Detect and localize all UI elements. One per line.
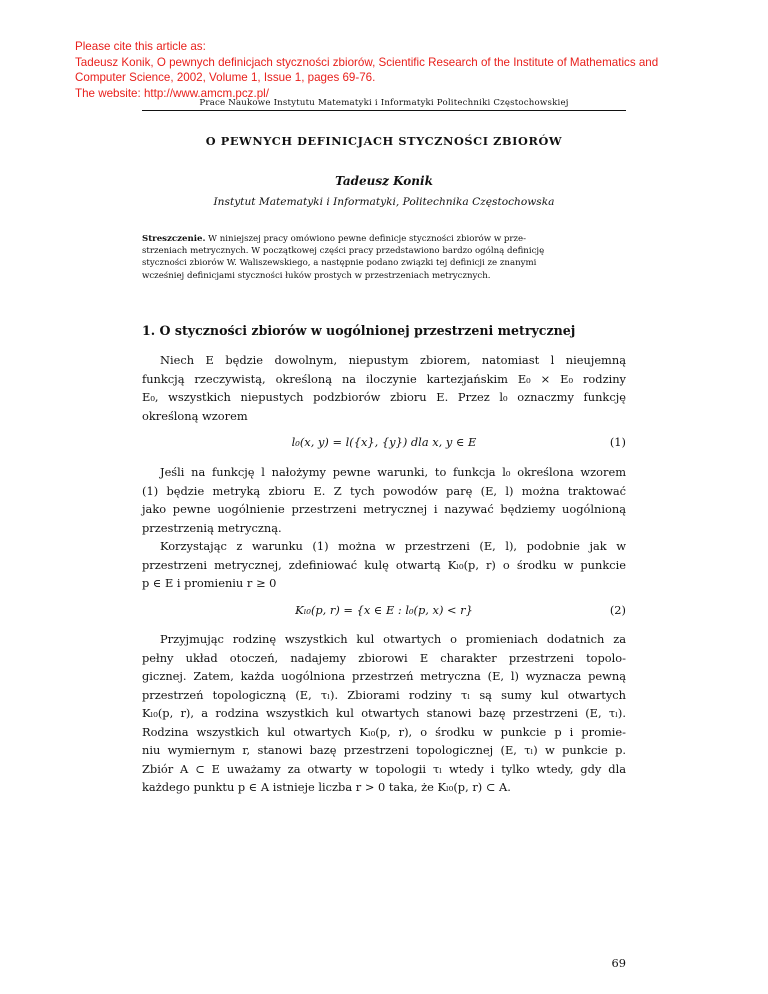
paragraph-2 <box>142 463 626 537</box>
running-head: Prace Naukowe Instytutu Matematyki i Informatyki Politechniki Częstochowskiej <box>199 98 569 108</box>
abstract-text: W niniejszej pracy omówiono pewne definicje styczności zbiorów w prze- <box>205 234 527 244</box>
paragraph-1 <box>142 351 626 425</box>
text-line: funkcją rzeczywistą, określoną na iloczynie kartezjańskim E₀ × E₀ rodziny <box>142 371 626 386</box>
text-line: Kₗ₀(p, r), a rodzina wszystkich kul otwartych stanowi bazę przestrzeni (E, τₗ). <box>142 706 626 720</box>
text-line: (1) będzie metryką zbioru E. Z tych powodów parę (E, l) można traktować <box>142 483 626 498</box>
text-line: pełny układ otoczeń, nadajemy zbiorowi E charakter przestrzeni topolo- <box>142 650 626 665</box>
paragraph-4 <box>142 630 626 797</box>
citation-notice <box>75 39 705 101</box>
section-heading: 1. O styczności zbiorów w uogólnionej przestrzeni metrycznej <box>142 323 576 338</box>
text-line: Zbiór A ⊂ E uważamy za otwarty w topologii τₗ wtedy i tylko wtedy, gdy dla <box>142 761 626 776</box>
citation-line: Tadeusz Konik, O pewnych definicjach styczności zbiorów, Scientific Research of the Institute of Mathematics and <box>75 55 659 69</box>
text-line: niu wymiernym r, stanowi bazę przestrzeni topologicznej (E, τₗ) w punkcie p. <box>142 743 626 757</box>
text-line: E₀, wszystkich niepustych podzbiorów zbioru E. Przez l₀ oznaczmy funkcję <box>142 390 626 404</box>
citation-website[interactable]: The website: http://www.amcm.pcz.pl/ <box>75 86 269 100</box>
abstract <box>142 233 626 282</box>
equation-formula: Kₗ₀(p, r) = {x ∈ E : l₀(p, x) < r} <box>295 603 473 617</box>
text-line: gicznej. Zatem, każda uogólniona przestrzeń metryczna (E, l) wyznacza pewną <box>142 669 626 683</box>
abstract-text: styczności zbiorów W. Waliszewskiego, a następnie podano związki tej definicji ze znanymi <box>142 258 537 269</box>
text-line: Jeśli na funkcję l nałożymy pewne warunki, to funkcja l₀ określona wzorem <box>160 465 626 479</box>
text-line: określoną wzorem <box>142 408 248 423</box>
citation-line: Please cite this article as: <box>75 40 206 53</box>
text-line: p ∈ E i promieniu r ≥ 0 <box>142 576 277 590</box>
citation-line: Computer Science, 2002, Volume 1, Issue 1, pages 69-76. <box>75 71 376 84</box>
abstract-text: strzeniach metrycznych. W początkowej części pracy przedstawiono bardzo ogólną definicję <box>142 246 545 257</box>
paragraph-3 <box>142 537 626 593</box>
text-line: Rodzina wszystkich kul otwartych Kₗ₀(p, r), o środku w punkcie p i promie- <box>142 724 626 739</box>
text-line: przestrzeni metrycznej, zdefiniować kulę otwartą Kₗ₀(p, r) o środku w punkcie <box>142 557 626 572</box>
header-rule <box>142 110 626 111</box>
text-line: przestrzenią metryczną. <box>142 520 282 535</box>
equation-number: (2) <box>609 603 626 617</box>
text-line: Korzystając z warunku (1) można w przestrzeni (E, l), podobnie jak w <box>160 539 626 553</box>
paper-title: O PEWNYCH DEFINICJACH STYCZNOŚCI ZBIORÓW <box>205 134 563 148</box>
text-line: Niech E będzie dowolnym, niepustym zbiorem, natomiast l nieujemną <box>160 353 626 367</box>
text-line: każdego punktu p ∈ A istnieje liczba r > 0 taka, że Kₗ₀(p, r) ⊂ A. <box>142 780 511 794</box>
equation-1 <box>142 433 626 451</box>
affiliation: Instytut Matematyki i Informatyki, Politechnika Częstochowska <box>213 196 555 208</box>
abstract-text: wcześniej definicjami styczności łuków prostych w przestrzeniach metrycznych. <box>142 270 491 281</box>
text-line: Przyjmując rodzinę wszystkich kul otwartych o promieniach dodatnich za <box>160 632 626 646</box>
author-name: Tadeusz Konik <box>335 174 433 188</box>
equation-number: (1) <box>609 435 626 449</box>
text-line: jako pewne uogólnienie przestrzeni metrycznej i nazywać będziemy uogólnioną <box>142 502 626 516</box>
text-line: przestrzeń topologiczną (E, τₗ). Zbiorami rodziny τₗ są sumy kul otwartych <box>142 687 626 702</box>
abstract-label: Streszczenie. <box>142 234 206 244</box>
equation-formula: l₀(x, y) = l({x}, {y}) dla x, y ∈ E <box>291 435 477 449</box>
page-number: 69 <box>611 956 626 970</box>
equation-2 <box>142 601 626 619</box>
